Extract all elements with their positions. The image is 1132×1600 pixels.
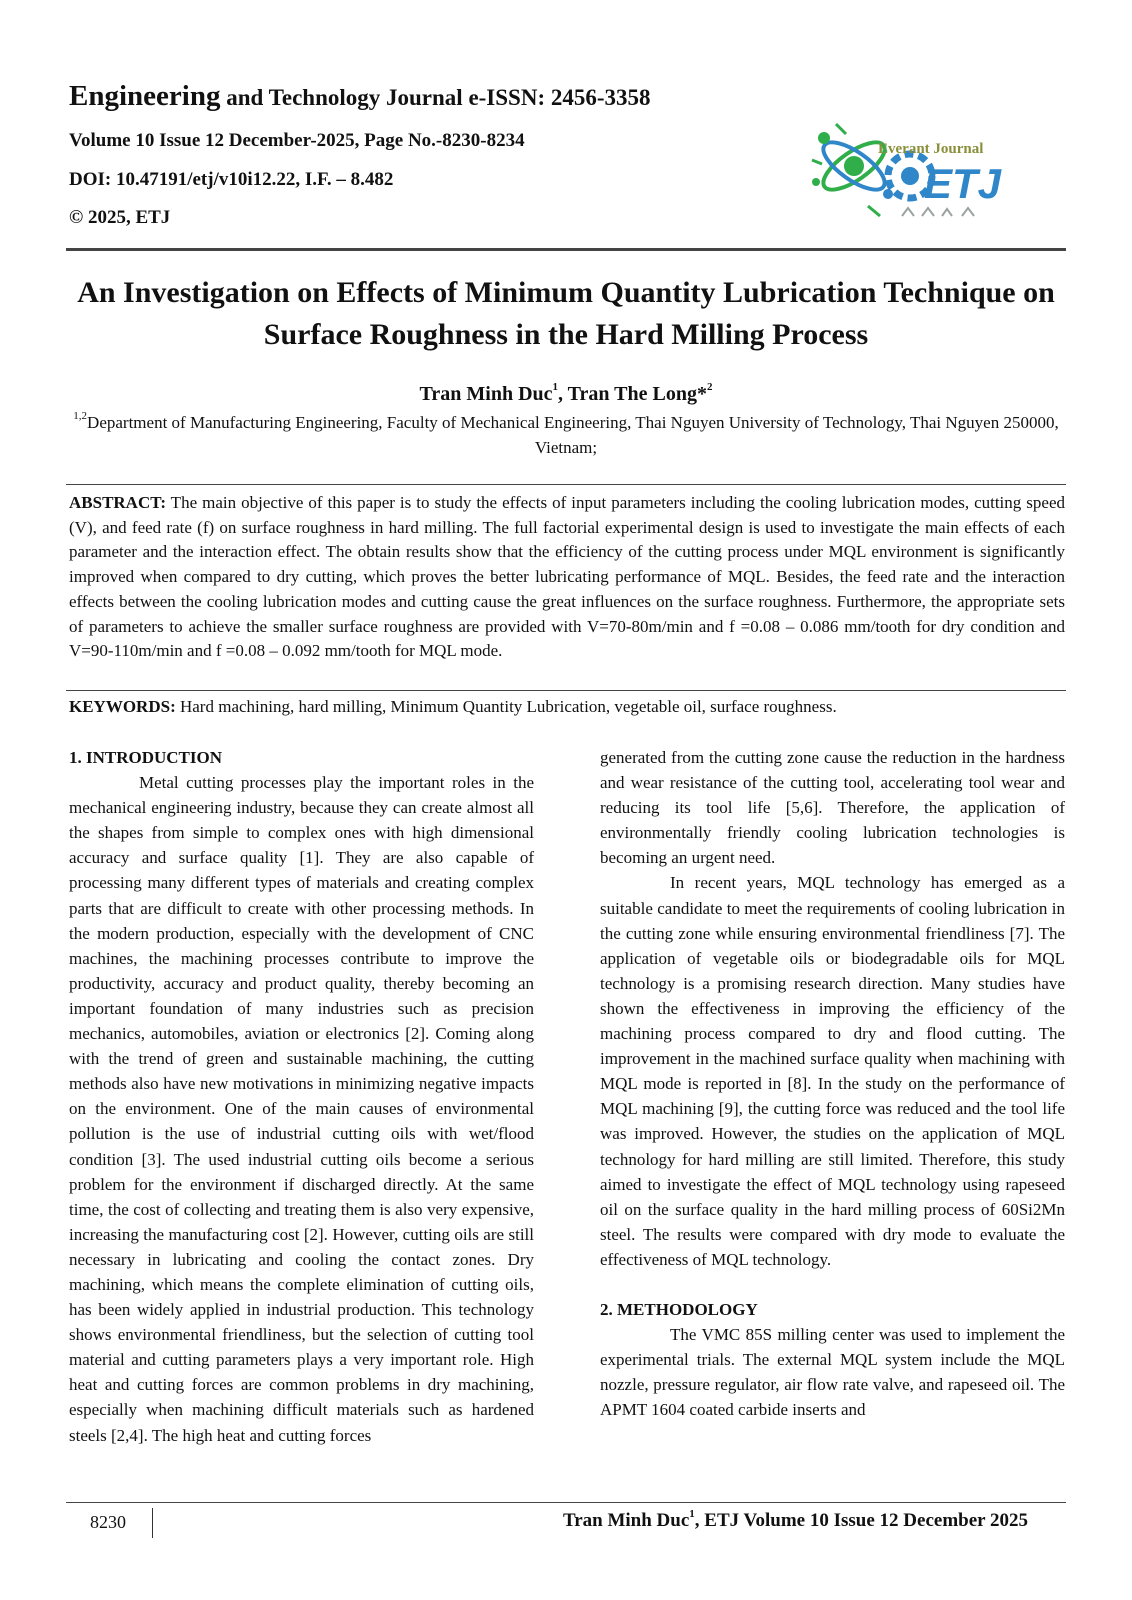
section-heading-methodology: 2. METHODOLOGY: [600, 1299, 758, 1319]
keywords-label: KEYWORDS:: [69, 697, 176, 716]
affiliation-text: Department of Manufacturing Engineering, Faculty of Mechanical Engineering, Thai Nguyen University of Technology, Thai Nguyen 250000, Vietnam;: [87, 413, 1059, 457]
abstract-label: ABSTRACT:: [69, 493, 166, 512]
running-footer-rest: , ETJ Volume 10 Issue 12 December 2025: [694, 1510, 1028, 1531]
section-heading-introduction: 1. INTRODUCTION: [69, 748, 223, 767]
logo-atom-icon: [812, 124, 893, 216]
intro-paragraph-1-continued: generated from the cutting zone cause the reduction in the hardness and wear resistance of the cutting tool, accelerating tool wear and reducing its tool life [5,6]. Therefore, the application of environmentally friendly cooling lubrication technologies is becoming an urgent need.: [600, 748, 1065, 868]
etj-logo: [806, 120, 1022, 224]
keywords: [69, 695, 1065, 719]
journal-title-first-word: Engineering: [69, 80, 221, 112]
header-rule: [66, 248, 1066, 251]
doi-line: DOI: 10.47191/etj/v10i12.22, I.F. – 8.482: [69, 169, 394, 190]
author-separator: ,: [558, 383, 568, 405]
abstract-bottom-rule: [66, 690, 1066, 691]
affiliation-sup: 1,2: [73, 410, 88, 423]
abstract: [69, 491, 1065, 664]
keywords-text: Hard machining, hard milling, Minimum Quantity Lubrication, vegetable oil, surface roughness.: [175, 697, 837, 716]
author-1: Tran Minh Duc: [419, 383, 553, 405]
footer-separator: [152, 1508, 153, 1538]
right-column: [600, 745, 1065, 1422]
author-line: [60, 383, 1072, 406]
author-2: Tran The Long*: [567, 383, 707, 405]
paper-title: An Investigation on Effects of Minimum Quantity Lubrication Technique on Surface Roughness in the Hard Milling Process: [77, 276, 1055, 351]
journal-title: [69, 80, 651, 113]
affiliation: [70, 410, 1062, 460]
etj-logo-graphic: [806, 120, 1022, 224]
page-number: 8230: [90, 1512, 126, 1532]
methodology-paragraph-1: The VMC 85S milling center was used to implement the experimental trials. The external MQL system include the MQL nozzle, pressure regulator, air flow rate valve, and rapeseed oil. The APMT 1604 coated carbide inserts and: [600, 1325, 1065, 1420]
running-footer-sup: 1: [689, 1507, 695, 1520]
abstract-top-rule: [66, 484, 1066, 485]
left-column: [69, 745, 534, 1448]
running-footer-author: Tran Minh Duc: [562, 1510, 690, 1531]
author-1-sup: 1: [552, 381, 559, 394]
abstract-text: The main objective of this paper is to study the effects of input parameters including the cooling lubrication modes, cutting speed (V), and feed rate (f) on surface roughness in hard milling. The full factorial experimental design is used to investigate the main effects of each parameter and the interaction effect. The obtain results show that the efficiency of the cutting process under MQL environment is significantly improved when compared to dry cutting, which proves the better lubricating performance of MQL. Besides, the feed rate and the interaction effects between the cooling lubrication modes and cutting cause the great influences on the surface roughness. Furthermore, the appropriate sets of parameters to achieve the smaller surface roughness are provided with V=70-80m/min and f =0.08 – 0.086 mm/tooth for dry condition and V=90-110m/min and f =0.08 – 0.092 mm/tooth for MQL mode.: [69, 493, 1065, 661]
intro-paragraph-1: Metal cutting processes play the important roles in the mechanical engineering industry, because they can create almost all the shapes from simple to complex ones with high dimensional accuracy and surface quality [1]. They are also capable of processing many different types of materials and creating complex parts that are difficult to create with other processing methods. In the modern production, especially with the development of CNC machines, the machining processes contribute to improve the productivity, accuracy and product quality, thereby becoming an important foundation of many industries such as precision mechanics, automobiles, aviation or electronics [2]. Coming along with the trend of green and sustainable machining, the cutting methods also have new motivations in minimizing negative impacts on the environment. One of the main causes of environmental pollution is the use of industrial cutting oils with wet/flood condition [3]. The used industrial cutting oils become a serious problem for the environment if discharged directly. At the same time, the cost of collecting and treating them is also very expensive, increasing the manufacturing cost [2]. However, cutting oils are still necessary in lubricating and cooling the contact zones. Dry machining, which means the complete elimination of cutting oils, has been widely applied in industrial production. This technology shows environmental friendliness, but the selection of cutting tool material and cutting parameters plays a very important role. High heat and cutting forces are common problems in dry machining, especially when machining difficult materials such as hardened steels [2,4]. The high heat and cutting forces: [69, 773, 534, 1445]
logo-top-text: Everant Journal: [878, 141, 984, 157]
author-2-sup: 2: [706, 381, 713, 394]
logo-letters: ETJ: [924, 160, 1002, 207]
volume-line: Volume 10 Issue 12 December-2025, Page No.-8230-8234: [69, 130, 525, 151]
running-footer: [562, 1507, 1028, 1532]
copyright-line: © 2025, ETJ: [69, 207, 171, 228]
journal-title-rest: and Technology Journal e-ISSN: 2456-3358: [220, 85, 651, 110]
intro-paragraph-2: In recent years, MQL technology has emerged as a suitable candidate to meet the requirements of cooling lubrication in the cutting zone while ensuring environmental friendliness [7]. The application of vegetable oils or biodegradable oils for MQL technology is a promising research direction. Many studies have shown the effectiveness in improving the efficiency of the machining process compared to dry and flood cutting. The improvement in the machined surface quality when machining with MQL mode is reported in [8]. In the study on the performance of MQL machining [9], the cutting force was reduced and the tool life was improved. However, the studies on the application of MQL technology for hard milling are still limited. Therefore, this study aimed to investigate the effect of MQL technology using rapeseed oil on the surface quality in the hard milling process of 60Si2Mn steel. The results were compared with dry mode to evaluate the effectiveness of MQL technology.: [600, 873, 1065, 1269]
footer-rule: [66, 1502, 1066, 1503]
